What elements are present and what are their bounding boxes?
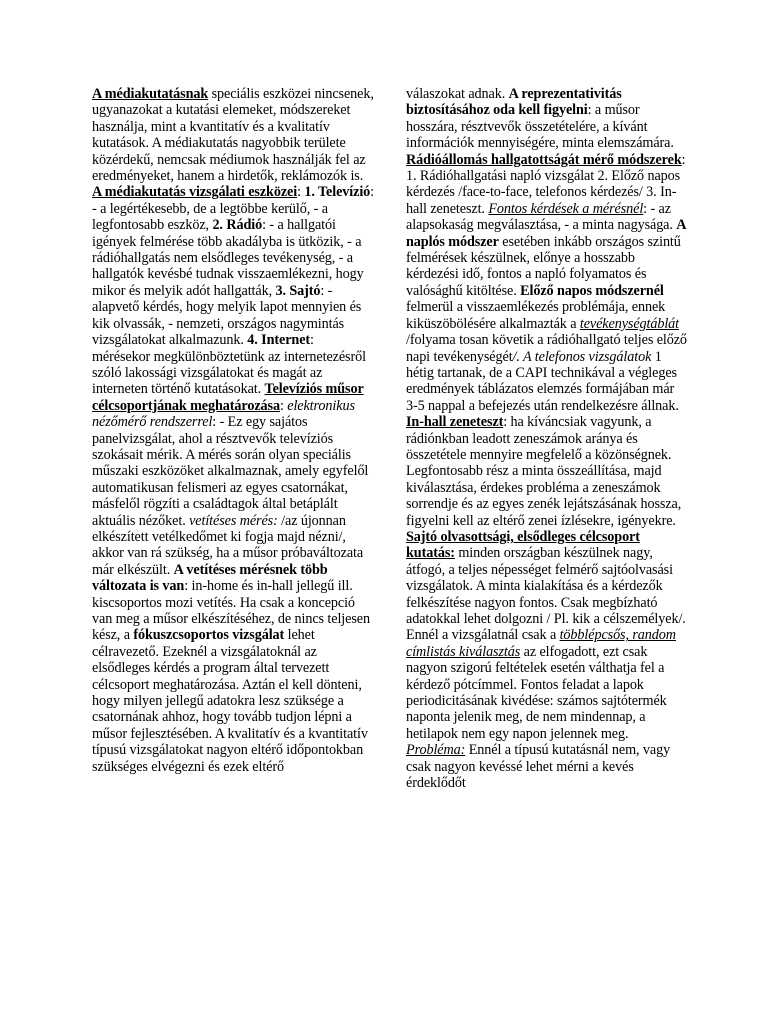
text-run: válaszokat adnak. [406,86,509,102]
text-run: minden országban készülnek nagy, átfogó, a teljes népességet felmérő sajtóolvasási vizsgálatok. A minta kialakítása és a kérdezők felkészítése nagyon fontos. Csak megbízható adatokkal lehet dolgozni / Pl. kik a célszemélyek/. Ennél a vizsgálatnál csak a [406,545,686,644]
text-run: az elfogadott, ezt csak nagyon szigorú feltételek esetén válthatja fel a kérdező pótcímmel. Fontos feladat a lapok periodicitásának kivédése: számos sajtótermék naponta jelenik meg, de nem mindennap, a hetilapok nem egy napon jelennek meg. [406,643,667,742]
text-run: Probléma: [406,742,466,759]
right-column [406,86,688,791]
text-run: /az újonnan elkészített vetélkedőmet ki fogja majd nézni/, akkor van rá szükség, ha a műsor próbaváltozata már elkészült. [92,512,364,578]
text-run: : - alapvető kérdés, hogy melyik lapot mennyien és kik olvassák, - nemzeti, országos nagymintás vizsgálatokat alkalmazunk. [92,282,362,349]
text-run: : ha kíváncsiak vagyunk, a rádiónkban leadott zeneszámok aránya és összetétele mennyire megfelelő a közönségnek. Legfontosabb rész a minta összeállítása, majd kiválasztása, érdekes probléma a zeneszámok sorrendje és az egyes zenék lejátszásának hossza, figyelni kell az eltérő zenei ízlésekre, igényekre. [406,414,682,529]
text-run: : mérésekor megkülönböztetünk az internetezésről szóló lakossági vizsgálatokat és magát az interneten történő kutatásokat. [92,332,366,398]
text-run: Sajtó olvasottsági, elsődleges célcsoport kutatás: [406,528,640,562]
text-run: lehet célravezető. Ezeknél a vizsgálatoknál az elsődleges kérdés a program által tervezett célcsoport meghatározása. Aztán el kell dönteni, hogy milyen jellegű adatokra lesz szüksége a csatornának ahhoz, hogy tovább tudjon lépni a műsor fejlesztésében. A kvalitatív és a kvantitatív típusú vizsgálatokat nagyon eltérő időpontokban szükséges elvégezni és ezek eltérő [92,627,368,775]
text-run: /folyama tosan követik a rádióhallgató teljes előző napi tevékenységét [406,332,687,365]
text-run: : [279,397,288,414]
text-run: tevékenységtáblát [579,315,680,332]
text-run: In-hall zeneteszt [406,414,504,431]
text-run: 4. Internet [247,332,311,349]
text-run: A médiakutatásnak [92,86,209,102]
text-run: 2. Rádió [212,217,263,234]
text-run: felmerül a visszaemlékezés problémája, ennek kiküszöbölésére alkalmazták a [406,299,666,332]
text-run: A vetítéses mérésnek több változata is van [92,561,328,595]
text-run: fókuszcsoportos vizsgálat [133,627,285,644]
left-column [92,86,374,775]
text-run: : - a hallgatói igények felmérése több akadályba is ütközik, - a rádióhallgatás nem elsődleges tevékenység, - a hallgatók kevésbé tudnak visszaemlékezni, hogy mikor és melyik adót hallgatták, [92,217,364,299]
text-run: speciális eszközei nincsenek, ugyanazokat a kutatási elemeket, módszereket használja, mint a kvantitatív és a kvalitatív kutatások. A médiakutatás nagyobbik területe közérdekű, nemcsak médiumok használják fel az eredményeket, hanem a hirdetők, reklámozók is. [92,86,374,185]
text-run: 3. Sajtó [275,282,321,299]
text-run: : - a legértékesebb, de a legtöbbe kerülő, - a legfontosabb eszköz, [92,184,374,234]
text-run: /. A telefonos vizsgálatok [512,348,652,365]
text-run: A reprezentativitás biztosításához oda kell figyelni [406,86,622,119]
text-run: : 1. Rádióhallgatási napló vizsgálat 2. Előző napos kérdezés /face-to-face, telefonos kérdezés/ 3. In-hall zeneteszt. [406,151,686,217]
text-run: 1 hétig tartanak, de a CAPI technikával a végleges eredmények táblázatos elemzés formájában már 3-5 nappal a befejezés után rendelkezésre állnak. [406,348,679,414]
left-paragraph [92,86,374,775]
text-run: vetítéses mérés: [189,512,278,529]
text-run: : - az alapsokaság megválasztása, - a minta nagysága. [406,200,677,234]
text-run: A naplós módszer [406,217,686,250]
text-run: Fontos kérdések a mérésnél [488,200,644,217]
text-run: : - Ez egy sajátos panelvizsgálat, ahol a résztvevők televíziós szokásait mérik. A mérés során olyan speciális műszaki eszközöket alkalmaznak, amely egyfelől automatikusan felismeri az egyes csatornákat, másfelől rögzíti a családtagok által betáplált aktuális nézőket. [92,414,369,529]
text-run: A médiakutatás vizsgálati eszközei [92,184,298,201]
text-run: Rádióállomás hallgatottságát mérő módszerek [406,151,682,168]
text-run: : in-home és in-hall jellegű ill. kiscsoportos mozi vetítés. Ha csak a koncepció van meg a műsor elkészítéséhez, de nincs teljesen kész, a [92,578,370,644]
right-paragraph [406,86,688,791]
text-run: esetében inkább országos szintű felmérések készülnek, előnye a hosszabb kérdezési idő, fontos a napló folyamatos és valósághű kitöltése. [406,233,681,299]
text-run: 1. Televízió [304,184,371,201]
text-run: Televíziós műsor célcsoportjának meghatározása [92,381,364,414]
text-run: Előző napos módszernél [520,282,664,299]
text-run: Ennél a típusú kutatásnál nem, vagy csak nagyon kevéssé lehet mérni a kevés érdeklődőt [406,742,671,792]
text-run: : [297,184,305,201]
text-run: elektronikus nézőmérő rendszerrel [92,397,355,431]
text-run: : a műsor hosszára, résztvevők összetételére, a kívánt információk mennyiségére, minta elemszámára. [406,102,674,152]
text-run: többlépcsős, random címlistás kiválasztás [406,627,676,660]
